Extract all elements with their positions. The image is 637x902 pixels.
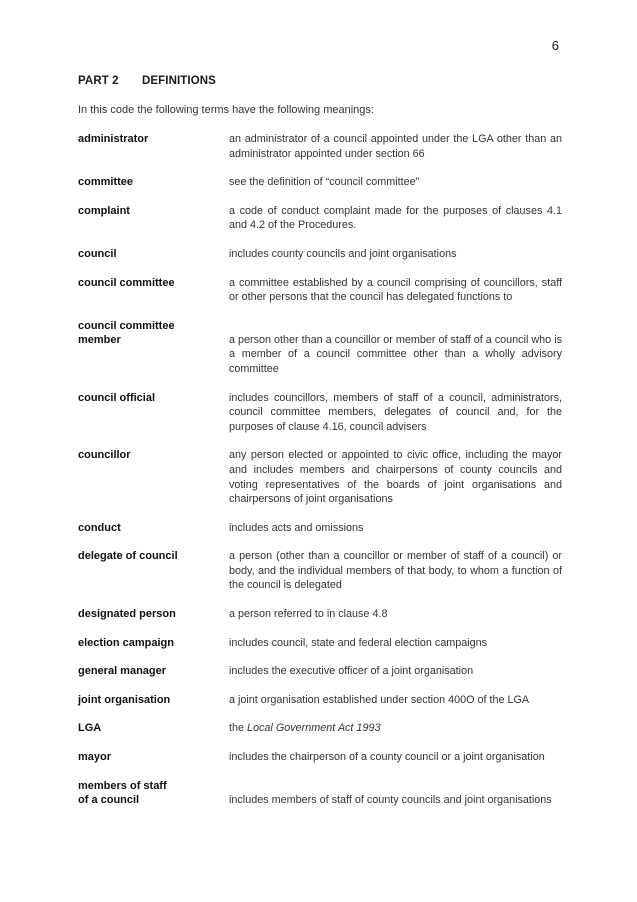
definition-meaning: includes members of staff of county councils and joint organisations bbox=[229, 793, 552, 806]
page-number: 6 bbox=[551, 38, 559, 53]
definition-row bbox=[78, 391, 562, 435]
definition-meaning: see the definition of “council committee” bbox=[229, 176, 420, 189]
definition-row bbox=[78, 636, 562, 651]
definition-row bbox=[78, 521, 562, 536]
act-title: Local Government Act 1993 bbox=[247, 722, 381, 735]
definition-meaning: any person elected or appointed to civic office, including the mayor and includes members and chairpersons of county councils and voting representatives of the boards of joint organisations and chairpersons of joint organisations bbox=[229, 449, 562, 506]
definition-row bbox=[78, 750, 562, 765]
part-heading bbox=[78, 75, 216, 87]
intro-text: In this code the following terms have the following meanings: bbox=[78, 104, 374, 116]
definition-meaning: includes the executive officer of a joint organisation bbox=[229, 665, 474, 678]
definition-row bbox=[78, 276, 562, 305]
definition-meaning: includes county councils and joint organisations bbox=[229, 247, 457, 260]
definition-term: council committee member bbox=[78, 319, 175, 346]
definition-meaning: a person (other than a councillor or member of staff of a council) or body, and the individual members of that body, to whom a function of the council is delegated bbox=[229, 550, 562, 592]
definition-meaning-prefix: the bbox=[229, 722, 248, 735]
part-label: PART 2 bbox=[78, 75, 119, 87]
definition-meaning bbox=[228, 721, 562, 736]
part-title: DEFINITIONS bbox=[142, 75, 216, 87]
definition-row bbox=[78, 247, 562, 262]
definition-meaning: a code of conduct complaint made for the purposes of clauses 4.1 and 4.2 of the Procedures. bbox=[229, 204, 562, 232]
definition-term: LGA bbox=[78, 722, 102, 735]
definition-term: general manager bbox=[78, 665, 167, 678]
definition-term: election campaign bbox=[78, 636, 174, 649]
definition-term: complaint bbox=[78, 204, 130, 217]
definition-meaning: includes acts and omissions bbox=[229, 521, 364, 534]
definition-meaning: includes the chairperson of a county council or a joint organisation bbox=[229, 751, 545, 764]
definition-term: mayor bbox=[78, 751, 112, 764]
definition-term: council bbox=[78, 247, 117, 260]
definition-term: conduct bbox=[78, 521, 121, 534]
definition-term: delegate of council bbox=[78, 550, 178, 563]
definition-row bbox=[78, 721, 562, 736]
definition-meaning: an administrator of a council appointed under the LGA other than an administrator appointed under section 66 bbox=[229, 133, 562, 160]
definition-row bbox=[78, 132, 562, 161]
definition-meaning: a joint organisation established under section 400O of the LGA bbox=[229, 693, 530, 706]
definition-meaning: includes council, state and federal election campaigns bbox=[229, 636, 488, 649]
definition-term: members of staff of a council bbox=[78, 779, 167, 806]
definition-row bbox=[78, 448, 562, 506]
definition-term: council official bbox=[78, 391, 156, 404]
definition-row bbox=[78, 693, 562, 708]
definition-meaning: a person other than a councillor or member of staff of a council who is a member of a council committee other than a wholly advisory committee bbox=[229, 333, 562, 375]
definition-row bbox=[78, 319, 562, 377]
definition-term: council committee bbox=[78, 276, 175, 289]
definition-meaning: a person referred to in clause 4.8 bbox=[229, 608, 388, 621]
definition-row bbox=[78, 175, 562, 190]
definition-term: councillor bbox=[78, 449, 131, 462]
definition-term: administrator bbox=[78, 133, 149, 145]
definition-row bbox=[78, 664, 562, 679]
definition-meaning: a committee established by a council comprising of councillors, staff or other persons that the council has delegated functions to bbox=[229, 276, 562, 304]
definition-row bbox=[78, 779, 562, 808]
definition-row bbox=[78, 204, 562, 233]
definitions-list bbox=[78, 132, 562, 821]
definition-term: committee bbox=[78, 176, 134, 189]
definition-row bbox=[78, 607, 562, 622]
definition-term: joint organisation bbox=[78, 693, 171, 706]
definition-row bbox=[78, 549, 562, 593]
definition-meaning: includes councillors, members of staff of a council, administrators, council committee members, delegates of council and, for the purposes of clause 4.16, council advisers bbox=[229, 391, 562, 433]
definition-term: designated person bbox=[78, 608, 176, 621]
